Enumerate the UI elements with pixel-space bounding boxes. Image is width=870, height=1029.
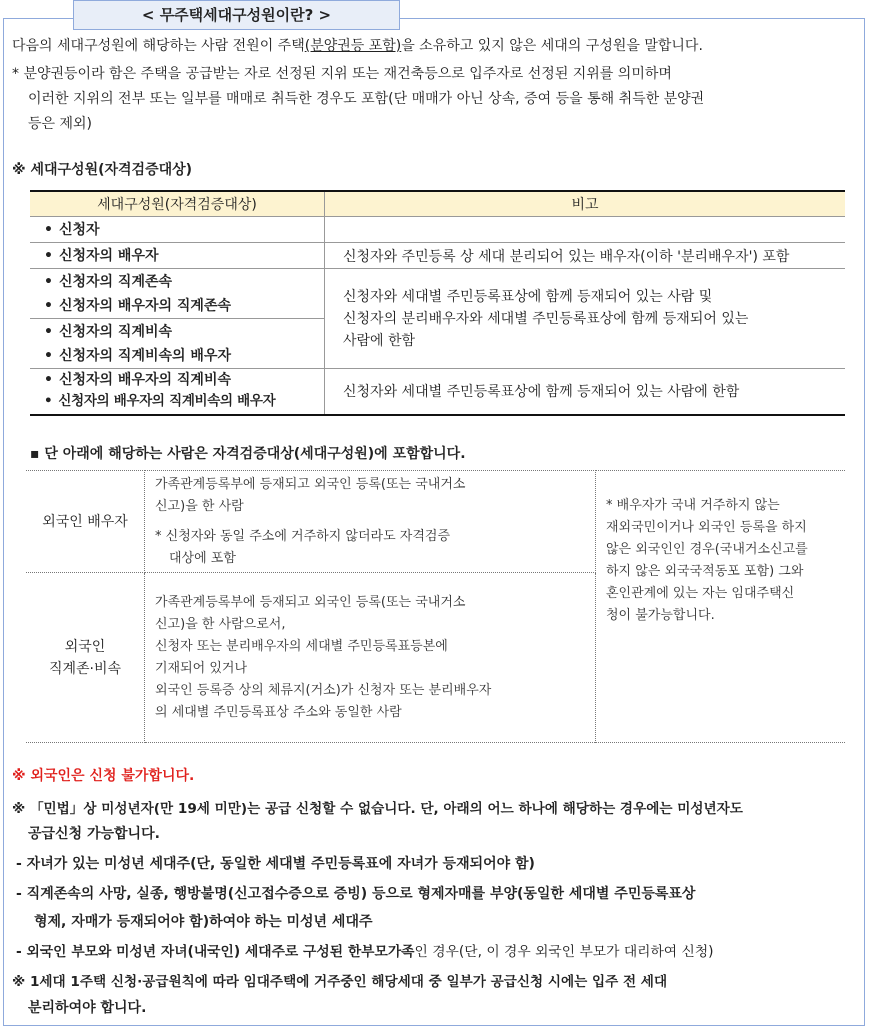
desc-line: 신청자 또는 분리배우자의 세대별 주민등록표등본에 (155, 638, 448, 654)
row-note (325, 217, 846, 243)
side-note (596, 471, 846, 743)
side-note-line: 않은 외국인인 경우(국내거소신고를 (606, 542, 808, 557)
table-row (30, 369, 845, 415)
table-row (30, 243, 845, 269)
foreigner-notice: ※ 외국인은 신청 불가합니다. (12, 768, 195, 784)
merged-note-line: 신청자의 분리배우자와 세대별 주민등록표상에 함께 등재되어 있는 (343, 310, 749, 327)
side-note-line: 재외국민이거나 외국인 등록을 하지 (606, 520, 807, 535)
intro-text-after: 을 소유하고 있지 않은 세대의 구성원을 말합니다. (401, 38, 703, 54)
member-item: • 신청자의 배우자의 직계비속 (44, 370, 324, 391)
header-note: 비고 (325, 191, 846, 217)
desc-line: 가족관계등록부에 등재되고 외국인 등록(또는 국내거소 (155, 594, 466, 610)
member-item: • 신청자의 배우자 (44, 244, 324, 268)
side-note-line: 하지 않은 외국국적동포 포함) 그와 (606, 564, 804, 579)
foreign-family-table (26, 470, 845, 743)
side-note-line: * 배우자가 국내 거주하지 않는 (606, 498, 780, 513)
note-line-1: * 분양권등이라 함은 주택을 공급받는 자로 선정된 지위 또는 재건축등으로 입주자로 선정된 지위를 의미하며 (12, 66, 672, 82)
desc-line: 기재되어 있거나 (155, 660, 248, 676)
member-item: • 신청자의 배우자의 직계비속의 배우자 (44, 391, 324, 412)
minor-case-1: - 자녀가 있는 미성년 세대주(단, 동일한 세대별 주민등록표에 자녀가 등재되어야 함) (16, 856, 535, 872)
single-parent-normal: 인 경우(단, 이 경우 외국인 부모가 대리하여 신청) (414, 944, 714, 960)
foreign-lineal-desc (145, 573, 596, 743)
table-row (30, 217, 845, 243)
side-note-line: 청이 불가능합니다. (606, 608, 715, 623)
minor-notice-line-2: 공급신청 가능합니다. (28, 826, 160, 842)
row-note: 신청자와 세대별 주민등록표상에 함께 등재되어 있는 사람에 한함 (325, 369, 846, 415)
intro-paragraph (12, 34, 703, 58)
desc-note-line: * 신청자와 동일 주소에 거주하지 않더라도 자격검증 (155, 528, 451, 544)
header-members: 세대구성원(자격검증대상) (30, 191, 325, 217)
page-title: < 무주택세대구성원이란? > (73, 0, 400, 30)
single-parent-bold: - 외국인 부모와 미성년 자녀(내국인) 세대주로 구성된 한부모가족 (16, 944, 415, 960)
table-row (30, 269, 845, 319)
desc-line: 신고)을 한 사람 (155, 498, 244, 514)
desc-note-line: 대상에 포함 (169, 550, 236, 566)
merged-row-note (325, 269, 846, 369)
merged-note-line: 신청자와 세대별 주민등록표상에 함께 등재되어 있는 사람 및 (343, 288, 713, 305)
table-row (26, 471, 845, 573)
note-line-3: 등은 제외) (28, 116, 93, 132)
intro-text-before: 다음의 세대구성원에 해당하는 사람 전원이 주택 (12, 38, 305, 54)
member-item: • 신청자의 직계비속의 배우자 (44, 344, 324, 368)
member-item: • 신청자의 직계비속 (44, 320, 324, 344)
row-note: 신청자와 주민등록 상 세대 분리되어 있는 배우자(이하 '분리배우자') 포함 (325, 243, 846, 269)
member-item: • 신청자 (44, 218, 324, 242)
label-line: 직계존·비속 (48, 660, 122, 677)
intro-text-underlined: (분양권등 포함) (304, 38, 402, 54)
merged-note-line: 사람에 한함 (343, 332, 416, 349)
minor-case-2-cont: 형제, 자매가 등재되어야 함)하여야 하는 미성년 세대주 (34, 914, 373, 930)
member-item: • 신청자의 배우자의 직계존속 (44, 294, 324, 318)
single-parent-case (16, 940, 714, 964)
desc-line: 의 세대별 주민등록표상 주소와 동일한 사람 (155, 704, 402, 720)
foreign-spouse-desc (145, 471, 596, 573)
section2-heading: ▪ 단 아래에 해당하는 사람은 자격검증대상(세대구성원)에 포함합니다. (30, 446, 466, 462)
desc-line: 외국인 등록증 상의 체류지(거소)가 신청자 또는 분리배우자 (155, 682, 492, 698)
foreign-spouse-label: 외국인 배우자 (26, 471, 145, 573)
table-header-row (30, 191, 845, 217)
member-item: • 신청자의 직계존속 (44, 270, 324, 294)
label-line: 외국인 (64, 638, 106, 655)
minor-notice-line-1: ※ 「민법」상 미성년자(만 19세 미만)는 공급 신청할 수 없습니다. 단, 아래의 어느 하나에 해당하는 경우에는 미성년자도 (12, 801, 743, 817)
desc-line: 가족관계등록부에 등재되고 외국인 등록(또는 국내거소 (155, 476, 466, 492)
desc-line: 신고)을 한 사람으로서, (155, 616, 286, 632)
final-notice-line-2: 분리하여야 합니다. (28, 1000, 147, 1016)
household-members-table (30, 190, 845, 416)
side-note-line: 혼인관계에 있는 자는 임대주택신 (606, 586, 795, 601)
section1-heading: ※ 세대구성원(자격검증대상) (12, 162, 193, 178)
minor-case-2: - 직계존속의 사망, 실종, 행방불명(신고접수증으로 증빙) 등으로 형제자매를 부양(동일한 세대별 주민등록표상 (16, 886, 696, 902)
foreign-lineal-label (26, 573, 145, 743)
final-notice-line-1: ※ 1세대 1주택 신청·공급원칙에 따라 임대주택에 거주중인 해당세대 중 일부가 공급신청 시에는 입주 전 세대 (12, 974, 668, 990)
note-line-2: 이러한 지위의 전부 또는 일부를 매매로 취득한 경우도 포함(단 매매가 아닌 상속, 증여 등을 통해 취득한 분양권 (28, 91, 705, 107)
